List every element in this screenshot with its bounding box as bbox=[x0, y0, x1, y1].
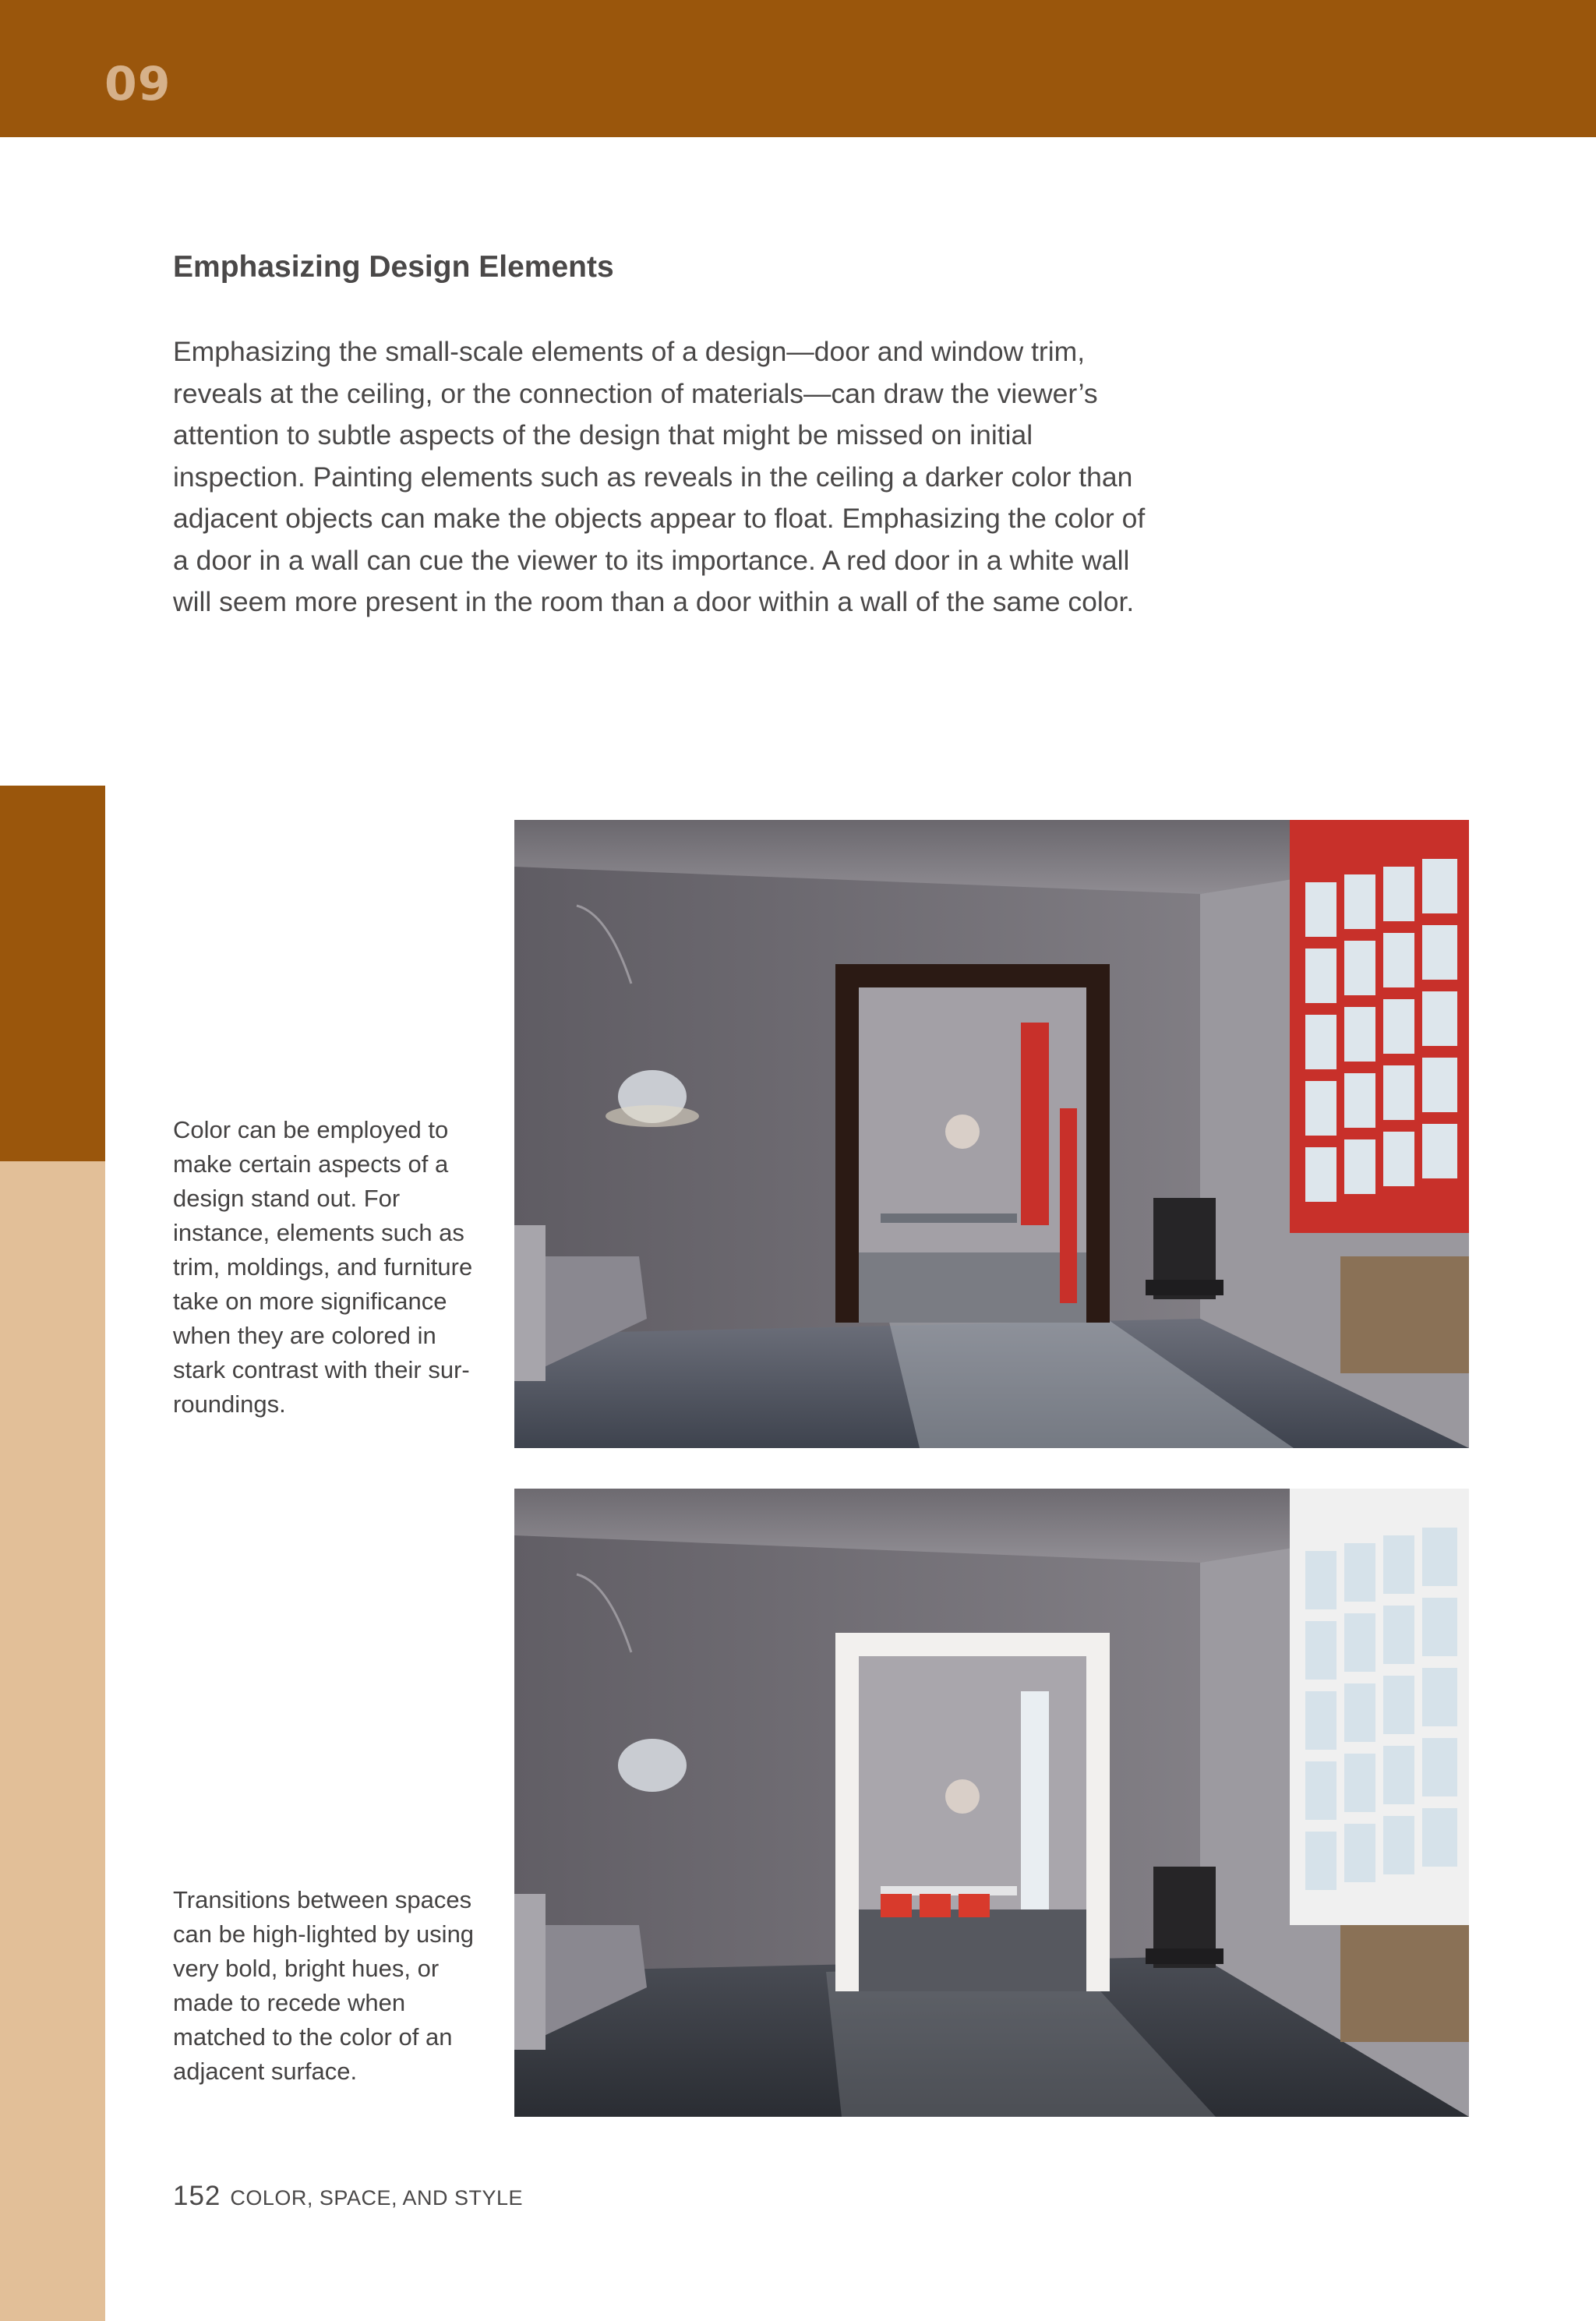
page-number: 152 bbox=[173, 2181, 221, 2211]
side-tab-dark bbox=[0, 786, 105, 1161]
interior-photo-white-trim bbox=[514, 1489, 1469, 2117]
section-heading: Emphasizing Design Elements bbox=[173, 250, 614, 284]
room-render-2 bbox=[514, 1489, 1469, 2117]
inner-window-light bbox=[1021, 1691, 1049, 1909]
interior-photo-dark-trim bbox=[514, 820, 1469, 1448]
inner-window-red bbox=[1021, 1023, 1049, 1225]
chapter-number: 09 bbox=[104, 57, 171, 111]
running-title: COLOR, SPACE, AND STYLE bbox=[230, 2186, 524, 2210]
room-render-1 bbox=[514, 820, 1469, 1448]
figure-caption-2: Transitions between spaces can be high-lighted by using very bold, bright hues, or made to recede when matched to the color of an adjacent surface. bbox=[173, 1886, 475, 2085]
red-chairs bbox=[881, 1894, 990, 1917]
lamp-shade-2 bbox=[618, 1739, 687, 1792]
page-footer bbox=[173, 2182, 523, 2210]
figure-caption-1: Color can be employed to make certain aspects of a design stand out. For instance, elements such as trim, moldings, and furniture take on more significance when they are colored in stark contrast with their sur-roundings. bbox=[173, 1116, 473, 1418]
chapter-header-bar bbox=[0, 0, 1596, 137]
body-paragraph: Emphasizing the small-scale elements of a design—door and window trim, reveals at the ceiling, or the connection of materials—can draw the viewer’s attention to subtle aspects of the design that might be missed on initial inspection. Painting elements such as reveals in the ceiling a darker color than adjacent objects can make the objects appear to float. Emphasizing the color of a door in a wall can cue the viewer to its importance. A red door in a white wall will seem more present in the room than a door within a wall of the same color. bbox=[173, 336, 1146, 617]
